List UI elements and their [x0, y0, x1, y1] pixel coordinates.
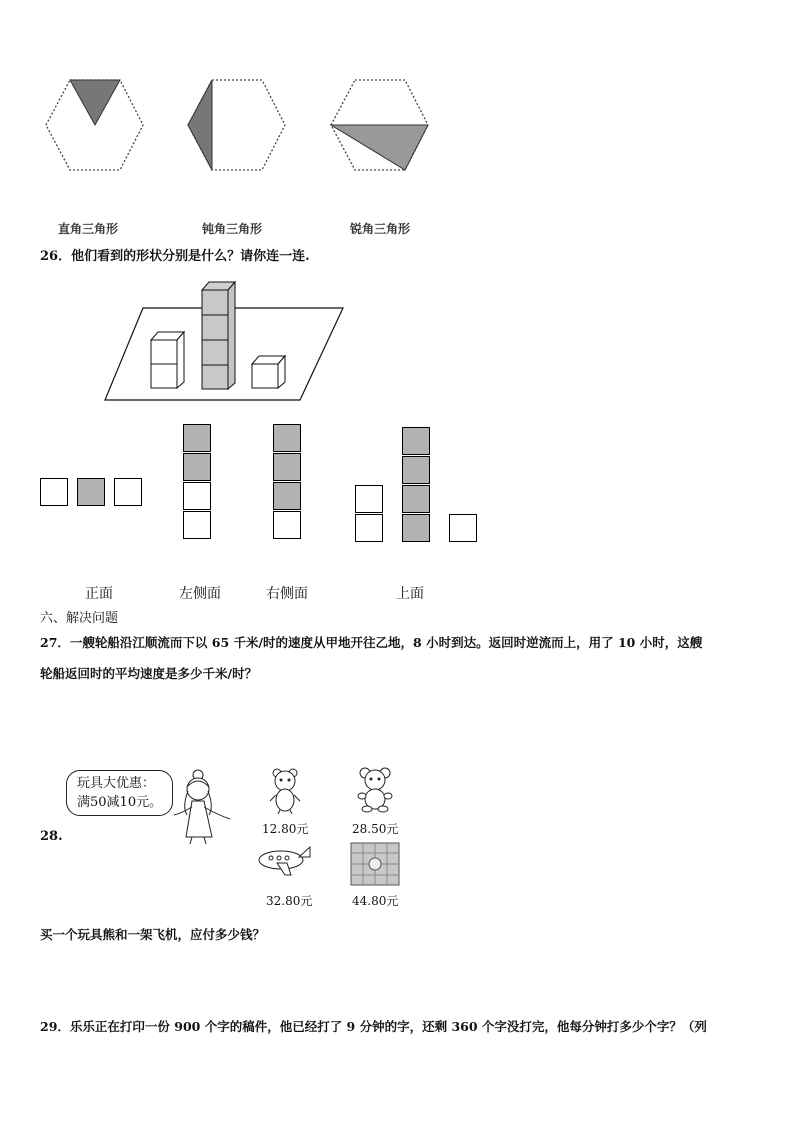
cube-arrangement-figure: [100, 278, 350, 408]
view-square: [183, 453, 211, 481]
tiger-toy-icon: [265, 765, 305, 815]
view-label-top: 上面: [396, 586, 424, 602]
price-airplane: 32.80元: [266, 894, 313, 908]
section-title: 六、解决问题: [40, 611, 119, 626]
bubble-line-1: 玩具大优惠：: [77, 776, 156, 791]
speech-bubble: [66, 770, 173, 816]
view-square: [273, 424, 301, 452]
view-square: [355, 485, 383, 513]
view-square: [114, 478, 142, 506]
view-square: [402, 485, 430, 513]
airplane-toy-icon: [255, 843, 313, 877]
label-obtuse-triangle: 钝角三角形: [202, 222, 263, 236]
hexagon-figures: [30, 70, 450, 180]
view-square: [355, 514, 383, 542]
view-square: [402, 514, 430, 542]
view-label-left: 左侧面: [179, 586, 221, 602]
view-square: [402, 427, 430, 455]
view-square: [183, 424, 211, 452]
question-26: 26．他们看到的形状分别是什么？请你连一连.: [40, 249, 310, 264]
girl-illustration: [168, 763, 238, 845]
view-square: [402, 456, 430, 484]
view-square: [449, 514, 477, 542]
bubble-line-2: 满50减10元。: [77, 795, 163, 810]
question-27-line1: 27．一艘轮船沿江顺流而下以 65 千米/时的速度从甲地开往乙地，8 小时到达。返回时逆流而上，用了 10 小时，这艘: [40, 635, 703, 650]
view-square: [183, 511, 211, 539]
price-tiger: 12.80元: [262, 822, 309, 836]
question-28-text: 买一个玩具熊和一架飞机，应付多少钱？: [40, 927, 266, 942]
question-27-line2: 轮船返回时的平均速度是多少千米/时？: [40, 666, 258, 681]
hexagon-acute-triangle: [331, 80, 428, 170]
label-right-triangle: 直角三角形: [58, 222, 119, 236]
view-square: [40, 478, 68, 506]
jigsaw-puzzle-icon: [350, 842, 400, 886]
question-28-number: 28.: [40, 829, 63, 844]
view-label-front: 正面: [85, 586, 113, 602]
view-square: [183, 482, 211, 510]
view-square: [273, 482, 301, 510]
view-label-right: 右侧面: [266, 586, 308, 602]
view-square: [273, 511, 301, 539]
question-29: 29．乐乐正在打印一份 900 个字的稿件，他已经打了 9 分钟的字，还剩 360 个字没打完，他每分钟打多少个字？（列: [40, 1019, 707, 1034]
price-bear: 28.50元: [352, 822, 399, 836]
hexagon-right-triangle: [46, 80, 143, 170]
price-puzzle: 44.80元: [352, 894, 399, 908]
teddy-bear-icon: [354, 765, 396, 813]
view-square: [77, 478, 105, 506]
hexagon-obtuse-triangle: [188, 80, 285, 170]
label-acute-triangle: 锐角三角形: [350, 222, 411, 236]
view-square: [273, 453, 301, 481]
